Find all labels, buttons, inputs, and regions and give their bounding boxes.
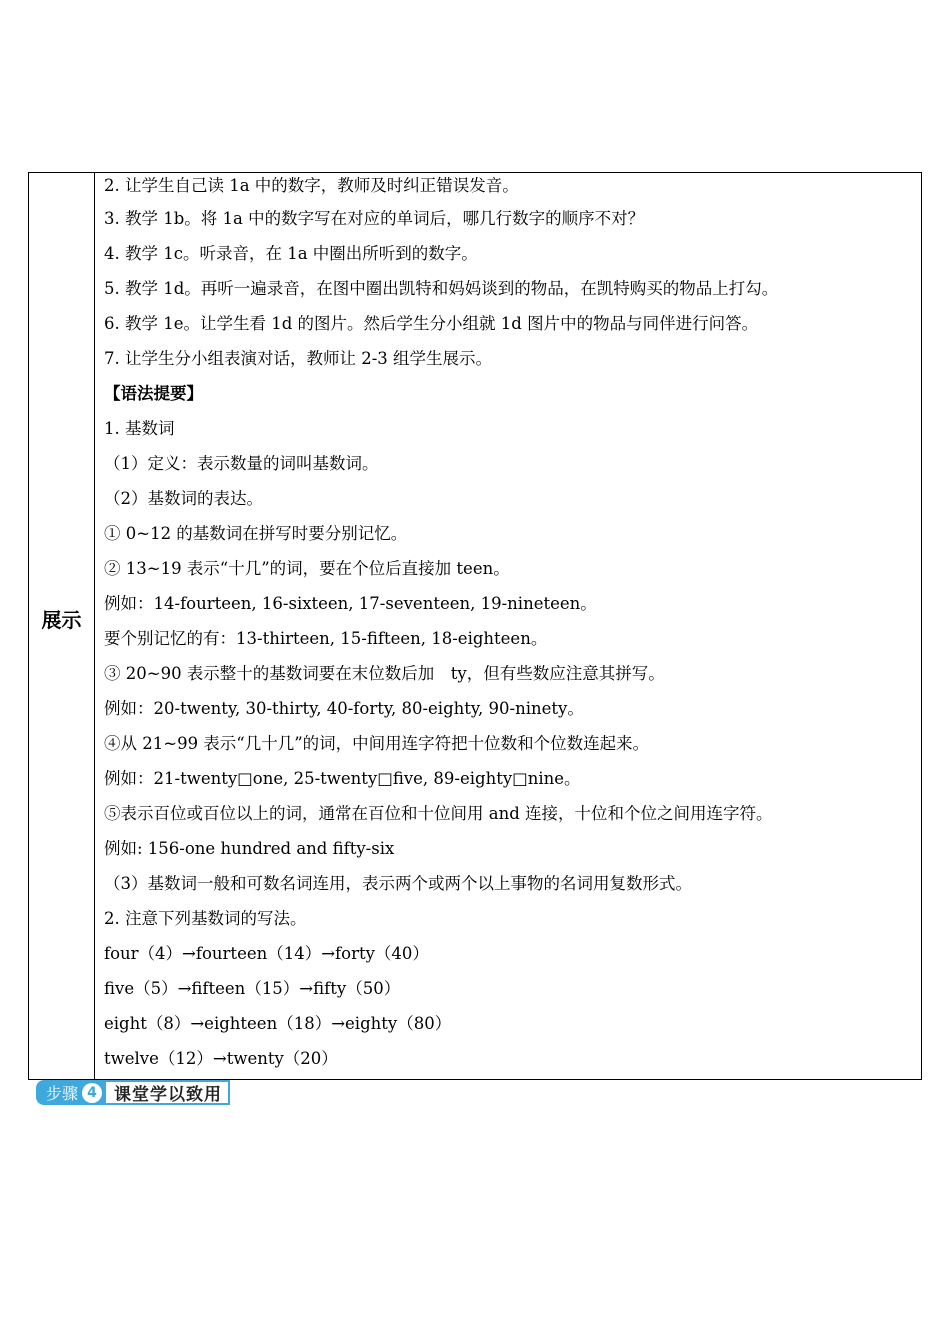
content-line: 例如: 156-one hundred and fifty-six: [104, 839, 395, 858]
content-line: 要个别记忆的有：13-thirteen, 15-fifteen, 18-eighteen。: [104, 629, 548, 648]
content-line: 7. 让学生分小组表演对话，教师让 2-3 组学生展示。: [104, 349, 493, 368]
content-line: （1）定义：表示数量的词叫基数词。: [104, 454, 379, 473]
section-label: 展示: [41, 608, 82, 632]
section-label-cell: [29, 173, 95, 1079]
content-line: 3. 教学 1b。将 1a 中的数字写在对应的单词后，哪几行数字的顺序不对？: [104, 209, 645, 228]
lesson-table: [28, 172, 922, 1080]
content-line: 1. 基数词: [104, 419, 175, 438]
content-line: twelve（12）→twenty（20）: [104, 1049, 338, 1068]
content-line: 2. 让学生自己读 1a 中的数字，教师及时纠正错误发音。: [104, 176, 519, 195]
content-line: ③ 20~90 表示整十的基数词要在末位数后加 ty，但有些数应注意其拼写。: [104, 664, 665, 683]
content-line: ⑤表示百位或百位以上的词，通常在百位和十位间用 and 连接，十位和个位之间用连字符。: [104, 804, 773, 823]
content-line: 2. 注意下列基数词的写法。: [104, 909, 307, 928]
content-cell: [95, 173, 921, 1079]
content-line: 例如：14-fourteen, 16-sixteen, 17-seventeen, 19-nineteen。: [104, 594, 597, 613]
content-line: 4. 教学 1c。听录音，在 1a 中圈出所听到的数字。: [104, 244, 478, 263]
content-line: ② 13~19 表示“十几”的词，要在个位后直接加 teen。: [104, 559, 510, 578]
step-number-badge: 4: [82, 1083, 102, 1103]
content-line: 6. 教学 1e。让学生看 1d 的图片。然后学生分小组就 1d 图片中的物品与同伴进行问答。: [104, 314, 759, 333]
content-line: （3）基数词一般和可数名词连用，表示两个或两个以上事物的名词用复数形式。: [104, 874, 692, 893]
content-line: eight（8）→eighteen（18）→eighty（80）: [104, 1014, 452, 1033]
content-line: 例如：21-twenty□one, 25-twenty□five, 89-eighty□nine。: [104, 769, 581, 788]
content-line: ① 0~12 的基数词在拼写时要分别记忆。: [104, 524, 408, 543]
content-line: ④从 21~99 表示“几十几”的词，中间用连字符把十位数和个位数连起来。: [104, 734, 650, 753]
step-tag: [36, 1080, 106, 1105]
step-prefix: 步骤: [46, 1084, 79, 1103]
step-title: 课堂学以致用: [106, 1080, 230, 1105]
content-line: （2）基数词的表达。: [104, 489, 263, 508]
content-line: 5. 教学 1d。再听一遍录音，在图中圈出凯特和妈妈谈到的物品，在凯特购买的物品上打勾。: [104, 279, 779, 298]
step-header: [36, 1080, 230, 1105]
content-line: 例如：20-twenty, 30-thirty, 40-forty, 80-eighty, 90-ninety。: [104, 699, 584, 718]
section-heading: 【语法提要】: [104, 384, 203, 403]
content-line: four（4）→fourteen（14）→forty（40）: [104, 944, 429, 963]
content-line: five（5）→fifteen（15）→fifty（50）: [104, 979, 401, 998]
